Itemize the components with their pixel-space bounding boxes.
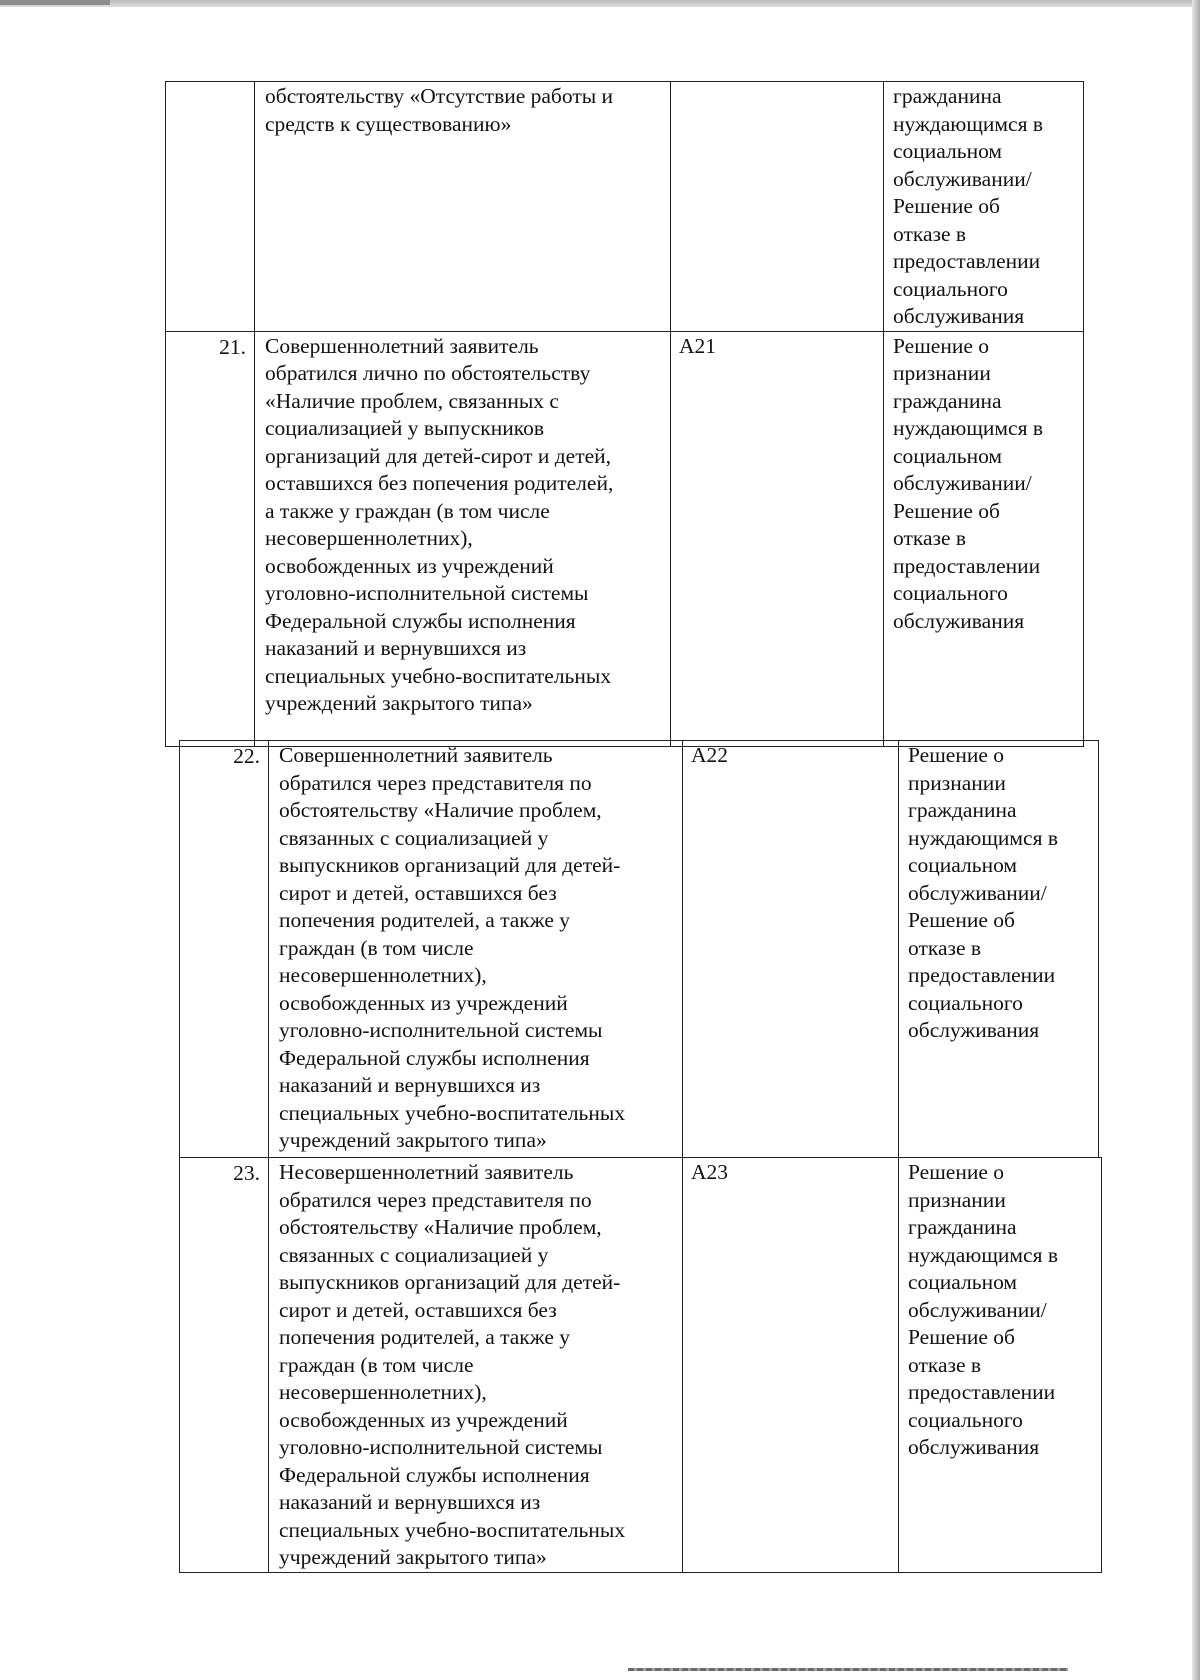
table-row <box>180 741 1099 1158</box>
result-cell <box>899 741 1099 1158</box>
code-cell <box>683 741 899 1158</box>
row-number: 23. <box>233 1161 260 1185</box>
scan-top-edge <box>0 0 1200 7</box>
row-number-cell <box>166 82 255 332</box>
result-cell <box>884 82 1084 332</box>
row-description: Несовершеннолетний заявитель обратился через представителя по обстоятельству «Наличие проблем, связанных с социализацией у выпускников организаций для детей- сирот и детей, оставшихся без попечения родителей, а также у граждан (в том числе несовершеннолетних), освобожденных из учреждений уголовно-исполнительной системы Федеральной службы исполнения наказаний и вернувшихся из специальных учебно-воспитательных учреждений закрытого типа» <box>279 1160 626 1569</box>
code-cell <box>671 331 884 746</box>
row-number-cell <box>180 741 269 1158</box>
scan-right-edge <box>1192 0 1200 1680</box>
row-description: обстоятельству «Отсутствие работы и средств к существованию» <box>265 84 614 136</box>
service-table-segment <box>179 1157 1102 1573</box>
row-description: Совершеннолетний заявитель обратился лично по обстоятельству «Наличие проблем, связанных с социализацией у выпускников организаций для детей-сирот и детей, оставшихся без попечения родителей, а также у граждан (в том числе несовершеннолетних), освобожденных из учреждений уголовно-исполнительной системы Федеральной службы исполнения наказаний и вернувшихся из специальных учебно-воспитательных учреждений закрытого типа» <box>265 333 614 715</box>
result-cell <box>899 1158 1102 1573</box>
row-number-cell <box>166 331 255 746</box>
row-code: А21 <box>679 333 717 358</box>
row-number: 21. <box>219 334 246 359</box>
table-row <box>180 1158 1102 1573</box>
description-cell <box>255 331 671 746</box>
row-result: Решение о признании гражданина нуждающимся в социальном обслуживании/ Решение об отказе в предоставлении социального обслуживания <box>893 333 1043 633</box>
service-table-segment <box>179 740 1099 1158</box>
row-code: А22 <box>691 743 729 767</box>
scan-top-mark <box>0 0 110 5</box>
row-result: Решение о признании гражданина нуждающимся в социальном обслуживании/ Решение об отказе в предоставлении социального обслуживания <box>908 743 1058 1042</box>
scan-bottom-line <box>628 1668 1068 1671</box>
row-description: Совершеннолетний заявитель обратился через представителя по обстоятельству «Наличие проблем, связанных с социализацией у выпускников организаций для детей- сирот и детей, оставшихся без попечения родителей, а также у граждан (в том числе несовершеннолетних), освобожденных из учреждений уголовно-исполнительной системы Федеральной службы исполнения наказаний и вернувшихся из специальных учебно-воспитательных учреждений закрытого типа» <box>279 743 626 1152</box>
row-number-cell <box>180 1158 269 1573</box>
description-cell <box>269 741 683 1158</box>
table-row <box>166 331 1084 746</box>
description-cell <box>255 82 671 332</box>
row-code: А23 <box>691 1160 729 1184</box>
code-cell <box>671 82 884 332</box>
description-cell <box>269 1158 683 1573</box>
row-result: Решение о признании гражданина нуждающимся в социальном обслуживании/ Решение об отказе в предоставлении социального обслуживания <box>908 1160 1058 1459</box>
code-cell <box>683 1158 899 1573</box>
row-number: 22. <box>233 744 260 768</box>
table-row <box>166 82 1084 332</box>
service-table <box>165 81 1084 747</box>
row-result: гражданина нуждающимся в социальном обслуживании/ Решение об отказе в предоставлении социального обслуживания <box>893 84 1043 328</box>
result-cell <box>884 331 1084 746</box>
